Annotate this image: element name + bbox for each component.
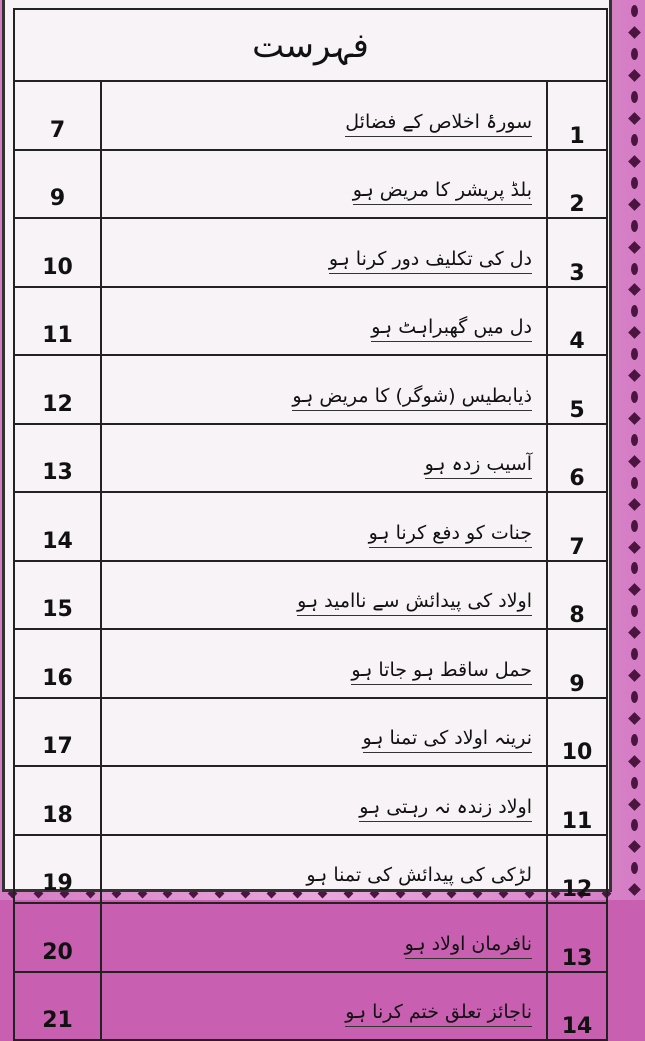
toc-topic-cell [101,766,547,835]
toc-page-number: 13 [14,424,101,493]
toc-topic-title: نرینہ اولاد کی تمنا ہو [363,727,532,753]
toc-page-number: 11 [14,287,101,356]
toc-topic-title: آسیب زدہ ہو [425,453,532,479]
toc-serial-number: 3 [547,218,607,287]
toc-topic-cell [101,424,547,493]
toc-topic-title: لڑکی کی پیدائش کی تمنا ہو [306,864,532,890]
toc-topic-title: جنات کو دفع کرنا ہو [369,522,532,548]
toc-topic-cell [101,903,547,972]
toc-topic-cell [101,629,547,698]
toc-row [14,424,607,493]
toc-topic-cell [101,492,547,561]
toc-serial-number: 4 [547,287,607,356]
toc-topic-cell [101,355,547,424]
toc-row [14,972,607,1041]
toc-serial-number: 10 [547,698,607,767]
toc-serial-number: 11 [547,766,607,835]
right-border-ornaments [627,0,641,900]
toc-topic-cell [101,218,547,287]
toc-page-number: 18 [14,766,101,835]
toc-row [14,492,607,561]
table-of-contents [13,80,608,1041]
toc-page-number: 21 [14,972,101,1041]
toc-page-number: 10 [14,218,101,287]
toc-serial-number: 9 [547,629,607,698]
toc-serial-number: 8 [547,561,607,630]
toc-topic-title: نافرمان اولاد ہو [405,933,532,959]
toc-page-number: 16 [14,629,101,698]
toc-topic-cell [101,835,547,904]
toc-row [14,355,607,424]
toc-topic-title: اولاد زندہ نہ رہتی ہو [359,796,532,822]
toc-serial-number: 6 [547,424,607,493]
document-page [2,0,612,1039]
toc-row [14,629,607,698]
toc-serial-number: 7 [547,492,607,561]
toc-topic-cell [101,698,547,767]
toc-page-number: 15 [14,561,101,630]
toc-serial-number: 12 [547,835,607,904]
toc-page-number: 12 [14,355,101,424]
page-title: فہرست [252,25,369,66]
toc-page-number: 9 [14,150,101,219]
toc-row [14,287,607,356]
toc-topic-title: دل کی تکلیف دور کرنا ہو [329,248,532,274]
toc-serial-number: 14 [547,972,607,1041]
toc-topic-title: سورۂ اخلاص کے فضائل [345,111,532,137]
toc-topic-title: دل میں گھبراہٹ ہو [371,316,532,342]
toc-page-number: 19 [14,835,101,904]
toc-serial-number: 1 [547,81,607,150]
toc-topic-cell [101,561,547,630]
toc-row [14,698,607,767]
toc-row [14,835,607,904]
toc-topic-title: ناجائز تعلق ختم کرنا ہو [345,1001,532,1027]
toc-topic-cell [101,972,547,1041]
toc-page-number: 7 [14,81,101,150]
toc-topic-cell [101,81,547,150]
toc-topic-title: بلڈ پریشر کا مریض ہو [353,179,532,205]
toc-serial-number: 13 [547,903,607,972]
toc-topic-title: اولاد کی پیدائش سے ناامید ہو [297,590,532,616]
toc-topic-cell [101,150,547,219]
toc-page-number: 14 [14,492,101,561]
toc-page-number: 17 [14,698,101,767]
toc-row [14,766,607,835]
toc-row [14,218,607,287]
toc-row [14,81,607,150]
toc-row [14,903,607,972]
toc-page-number: 20 [14,903,101,972]
toc-topic-cell [101,287,547,356]
toc-row [14,561,607,630]
toc-topic-title: ذیابطیس (شوگر) کا مریض ہو [292,385,532,411]
toc-serial-number: 2 [547,150,607,219]
title-band [13,8,608,80]
toc-topic-title: حمل ساقط ہو جاتا ہو [351,659,532,685]
toc-serial-number: 5 [547,355,607,424]
toc-row [14,150,607,219]
